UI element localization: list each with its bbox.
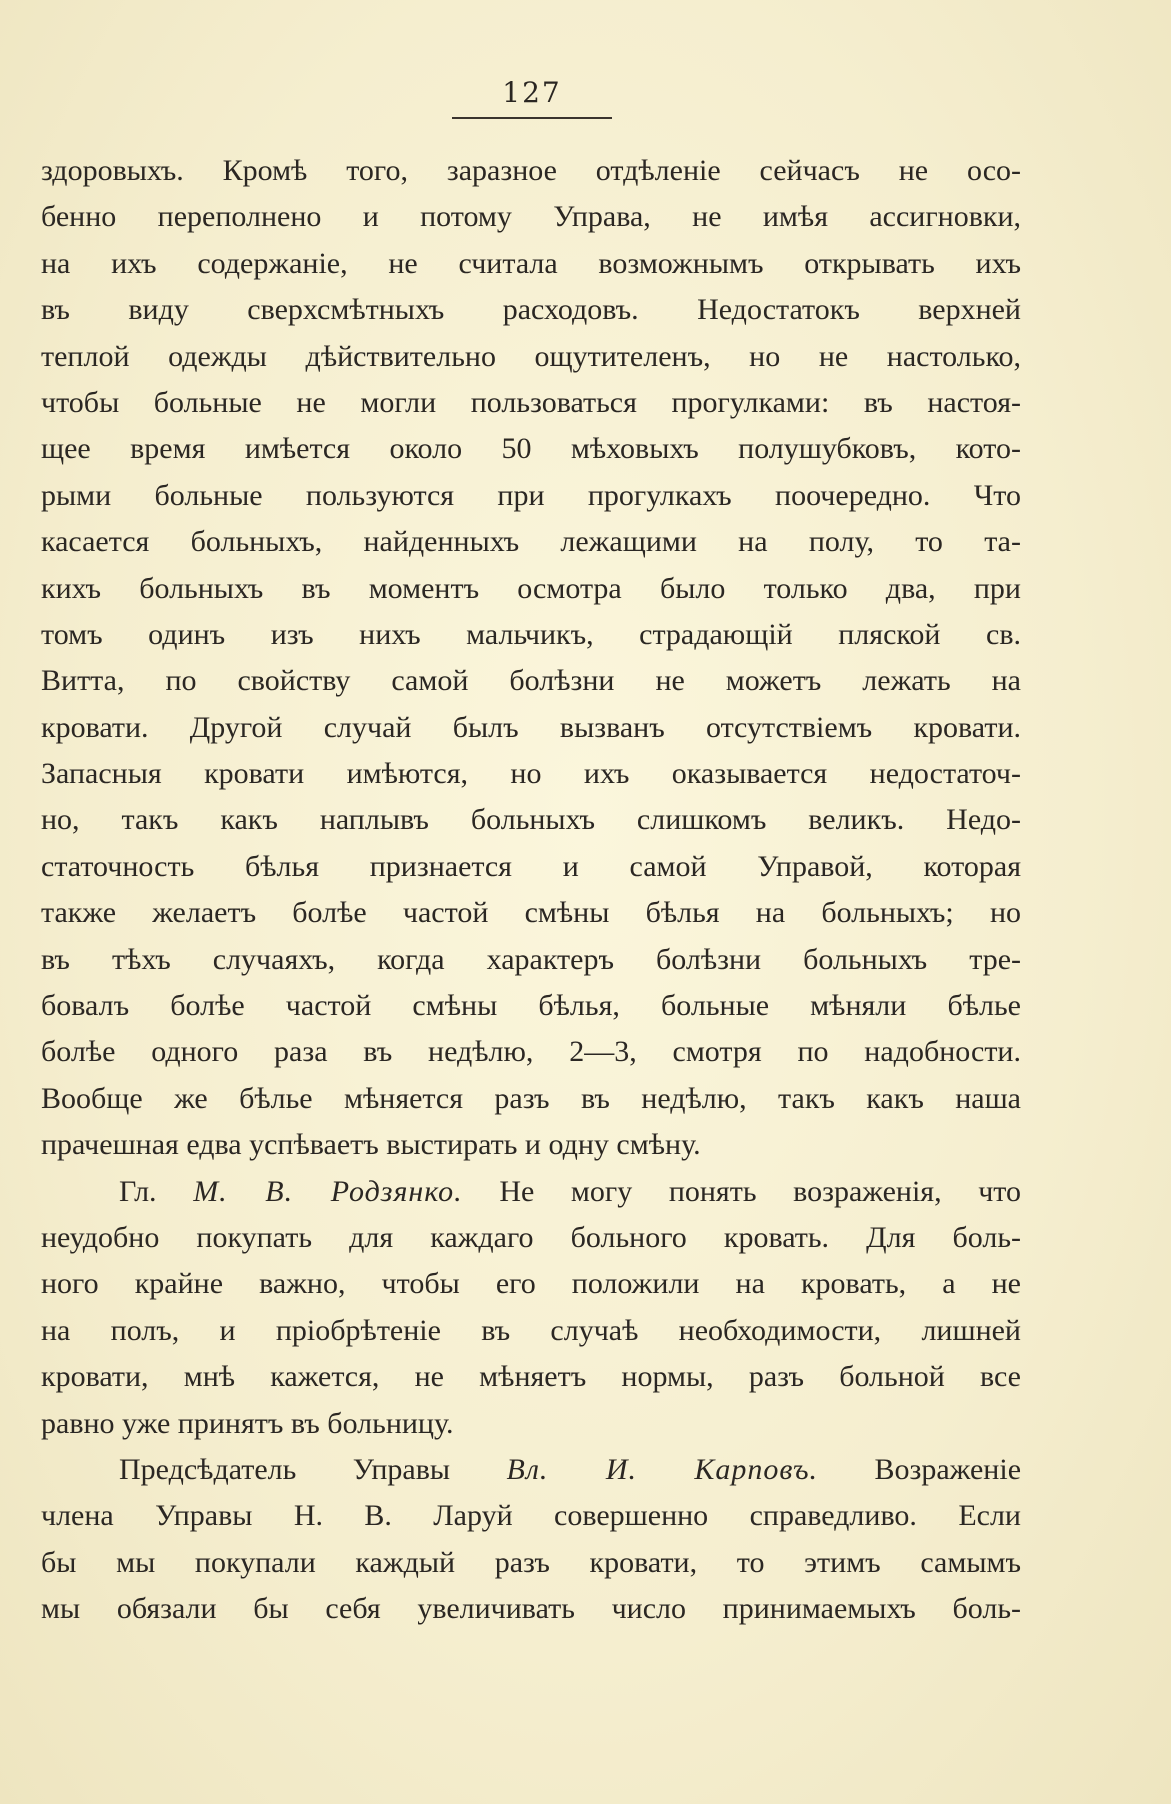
header-rule xyxy=(452,117,612,119)
text-line: кихъ больныхъ въ моментъ осмотра было только два, при xyxy=(41,571,1021,605)
speaker-name: М. В. Родзянко. xyxy=(193,1174,463,1208)
text-line: кровати. Другой случай былъ вызванъ отсутствіемъ кровати. xyxy=(41,710,1021,744)
text-line: рыми больные пользуются при прогулкахъ поочередно. Что xyxy=(41,478,1021,512)
text-line: прачешная едва успѣваетъ выстирать и одну смѣну. xyxy=(41,1128,701,1162)
text-line: ного крайне важно, чтобы его положили на кровать, а не xyxy=(41,1267,1021,1301)
body-text xyxy=(41,148,1021,1633)
text-line: бовалъ болѣе частой смѣны бѣлья, больные мѣняли бѣлье xyxy=(41,989,1021,1023)
text-line: Витта, по свойству самой болѣзни не можетъ лежать на xyxy=(41,664,1021,698)
text-line: щее время имѣется около 50 мѣховыхъ полушубковъ, кото- xyxy=(41,432,1021,466)
text-line: на ихъ содержаніе, не считала возможнымъ открывать ихъ xyxy=(41,246,1021,280)
paragraph-opening-text: Возраженіе xyxy=(874,1452,1022,1486)
paragraph-1 xyxy=(41,148,1021,1169)
speaker-name: Вл. И. Карповъ. xyxy=(506,1452,819,1486)
text-line: кровати, мнѣ кажется, не мѣняетъ нормы, разъ больной все xyxy=(41,1360,1021,1394)
text-line: въ виду сверхсмѣтныхъ расходовъ. Недостатокъ верхней xyxy=(41,293,1021,327)
paragraph-opening-text: Не могу понять возраженія, что xyxy=(499,1174,1022,1208)
text-line: статочность бѣлья признается и самой Управой, которая xyxy=(41,849,1021,883)
paragraph-opening-line xyxy=(41,1169,1021,1215)
paragraph-opening-line xyxy=(41,1447,1021,1493)
text-line: болѣе одного раза въ недѣлю, 2—3, смотря по надобности. xyxy=(41,1035,1021,1069)
speaker-title: Предсѣдатель Управы xyxy=(119,1452,451,1486)
text-line: бенно переполнено и потому Управа, не имѣя ассигновки, xyxy=(41,200,1021,234)
paragraph-2 xyxy=(41,1169,1021,1447)
text-line: въ тѣхъ случаяхъ, когда характеръ болѣзни больныхъ тре- xyxy=(41,942,1021,976)
text-line: Запасныя кровати имѣются, но ихъ оказывается недостаточ- xyxy=(41,757,1021,791)
text-line: члена Управы Н. В. Ларуй совершенно справедливо. Если xyxy=(41,1499,1021,1533)
text-line: на полъ, и пріобрѣтеніе въ случаѣ необходимости, лишней xyxy=(41,1313,1021,1347)
text-line: неудобно покупать для каждаго больного кровать. Для боль- xyxy=(41,1220,1021,1254)
text-line: но, такъ какъ наплывъ больныхъ слишкомъ великъ. Недо- xyxy=(41,803,1021,837)
text-line: касается больныхъ, найденныхъ лежащими на полу, то та- xyxy=(41,525,1021,559)
speaker-title: Гл. xyxy=(119,1174,157,1208)
text-line: бы мы покупали каждый разъ кровати, то этимъ самымъ xyxy=(41,1545,1021,1579)
text-line: Вообще же бѣлье мѣняется разъ въ недѣлю, такъ какъ наша xyxy=(41,1081,1021,1115)
text-line: также желаетъ болѣе частой смѣны бѣлья на больныхъ; но xyxy=(41,896,1021,930)
text-line: равно уже принятъ въ больницу. xyxy=(41,1406,454,1440)
text-line: здоровыхъ. Кромѣ того, заразное отдѣленіе сейчасъ не осо- xyxy=(41,154,1021,187)
text-line: томъ одинъ изъ нихъ мальчикъ, страдающій пляской св. xyxy=(41,617,1021,651)
text-line: чтобы больные не могли пользоваться прогулками: въ настоя- xyxy=(41,385,1021,419)
text-line: мы обязали бы себя увеличивать число принимаемыхъ боль- xyxy=(41,1592,1021,1626)
page-number: 127 xyxy=(502,76,562,109)
paragraph-3 xyxy=(41,1447,1021,1633)
text-line: теплой одежды дѣйствительно ощутителенъ, но не настолько, xyxy=(41,339,1021,373)
